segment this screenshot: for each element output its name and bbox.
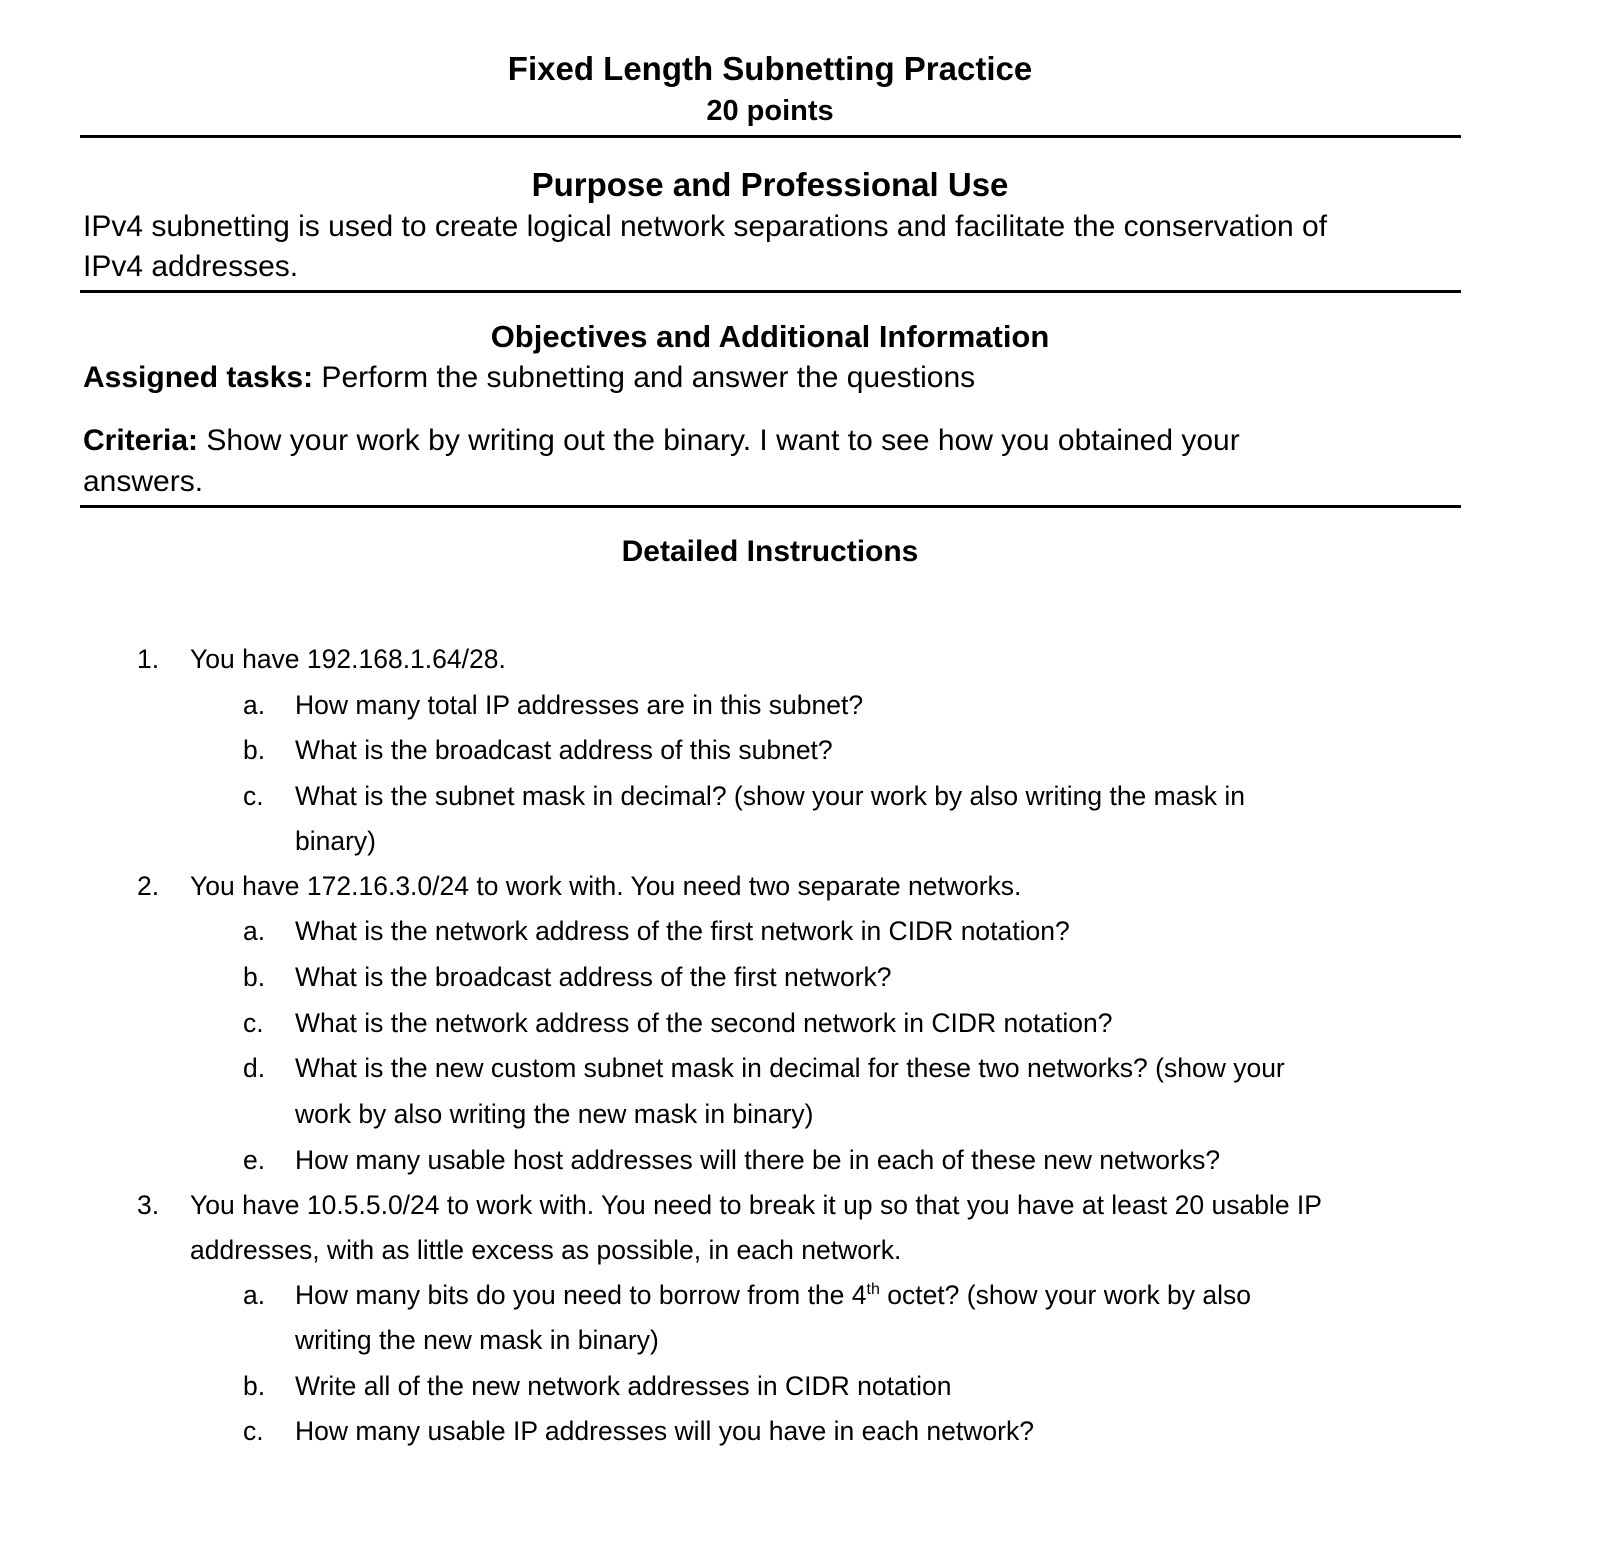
- instructions-heading: Detailed Instructions: [621, 535, 919, 568]
- document-title: Fixed Length Subnetting Practice: [507, 50, 1033, 87]
- question-text: You have 192.168.1.64/28.: [190, 644, 506, 674]
- question-text: You have 10.5.5.0/24 to work with. You need to break it up so that you have at least 20 usable IP: [190, 1190, 1322, 1220]
- purpose-line-2: IPv4 addresses.: [83, 250, 299, 283]
- sub-question: How many total IP addresses are in this subnet?: [295, 690, 864, 720]
- list-number: 3.: [137, 1190, 160, 1220]
- sub-question: What is the broadcast address of this subnet?: [295, 735, 833, 765]
- question-text-cont: addresses, with as little excess as possible, in each network.: [190, 1235, 902, 1265]
- sub-question: What is the network address of the first network in CIDR notation?: [295, 916, 1070, 946]
- criteria-line-2: answers.: [83, 465, 204, 498]
- sub-question: What is the broadcast address of the first network?: [295, 962, 892, 992]
- tasks-label: Assigned tasks:: [83, 361, 314, 394]
- divider: [80, 290, 1461, 293]
- sub-question-cont: work by also writing the new mask in binary): [295, 1099, 814, 1129]
- list-letter: e.: [243, 1145, 266, 1175]
- points: 20 points: [706, 95, 834, 127]
- sub-question: [295, 1280, 1251, 1310]
- text: How many bits do you need to borrow from the 4: [295, 1280, 867, 1310]
- list-letter: a.: [243, 916, 266, 946]
- assigned-tasks: [83, 358, 975, 398]
- divider: [80, 135, 1461, 138]
- sub-question: How many usable IP addresses will you have in each network?: [295, 1416, 1034, 1446]
- sub-question: What is the network address of the second network in CIDR notation?: [295, 1008, 1113, 1038]
- criteria-label: Criteria:: [83, 424, 199, 457]
- list-letter: d.: [243, 1053, 266, 1083]
- sub-question-cont: writing the new mask in binary): [295, 1325, 659, 1355]
- list-letter: c.: [243, 1416, 264, 1446]
- list-letter: c.: [243, 1008, 264, 1038]
- question-text: You have 172.16.3.0/24 to work with. You need two separate networks.: [190, 871, 1022, 901]
- sub-question: Write all of the new network addresses in CIDR notation: [295, 1371, 952, 1401]
- list-letter: b.: [243, 1371, 266, 1401]
- sub-question: How many usable host addresses will there be in each of these new networks?: [295, 1145, 1221, 1175]
- purpose-heading: Purpose and Professional Use: [531, 166, 1009, 203]
- purpose-line-1: IPv4 subnetting is used to create logical network separations and facilitate the conservation of: [83, 210, 1328, 243]
- list-letter: a.: [243, 1280, 266, 1310]
- list-letter: a.: [243, 690, 266, 720]
- list-number: 2.: [137, 871, 160, 901]
- objectives-heading: Objectives and Additional Information: [490, 319, 1050, 354]
- superscript: th: [866, 1281, 880, 1299]
- list-letter: c.: [243, 781, 264, 811]
- divider: [80, 505, 1461, 508]
- text: octet? (show your work by also: [879, 1280, 1252, 1310]
- sub-question-cont: binary): [295, 826, 377, 856]
- tasks-text: Perform the subnetting and answer the questions: [313, 361, 976, 394]
- list-letter: b.: [243, 735, 266, 765]
- sub-question: What is the new custom subnet mask in decimal for these two networks? (show your: [295, 1053, 1285, 1083]
- list-number: 1.: [137, 644, 160, 674]
- criteria: [83, 421, 1240, 461]
- criteria-text: Show your work by writing out the binary. I want to see how you obtained your: [198, 424, 1240, 457]
- list-letter: b.: [243, 962, 266, 992]
- sub-question: What is the subnet mask in decimal? (show your work by also writing the mask in: [295, 781, 1245, 811]
